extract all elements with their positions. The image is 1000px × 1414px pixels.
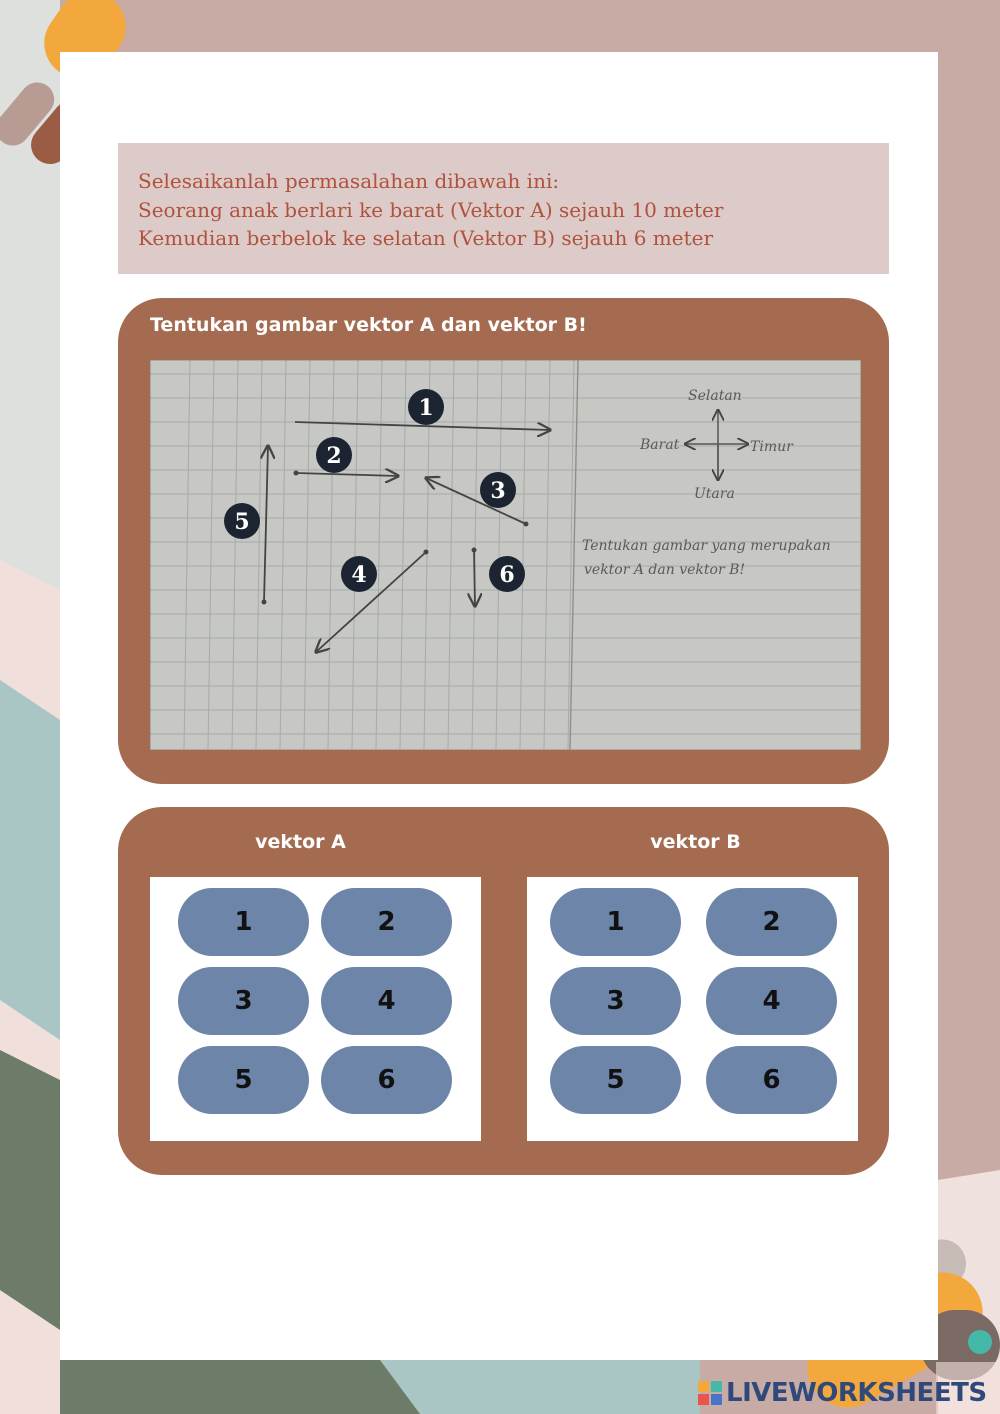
vektor-a-option-3[interactable]: 3 bbox=[178, 967, 309, 1035]
answer-panel bbox=[118, 807, 889, 1175]
vektor-b-option-2[interactable]: 2 bbox=[706, 888, 837, 956]
question-panel bbox=[118, 298, 889, 784]
liveworksheets-logo-text: LIVEWORKSHEETS bbox=[726, 1378, 987, 1408]
instruction-box bbox=[118, 143, 889, 274]
liveworksheets-logo[interactable] bbox=[698, 1378, 987, 1408]
compass-west-label: Barat bbox=[640, 437, 680, 453]
vektor-a-choices bbox=[150, 877, 481, 1141]
vector-sketch-photo bbox=[150, 360, 861, 750]
marker-3: 3 bbox=[490, 478, 506, 504]
compass-east-label: Timur bbox=[750, 439, 793, 455]
marker-6: 6 bbox=[499, 562, 515, 588]
vektor-b-title: vektor B bbox=[650, 831, 741, 853]
sketch-note-line-1: Tentukan gambar yang merupakan bbox=[582, 538, 831, 554]
vektor-b-option-4[interactable]: 4 bbox=[706, 967, 837, 1035]
vector-6-arrow bbox=[474, 550, 475, 606]
question-title: Tentukan gambar vektor A dan vektor B! bbox=[150, 314, 587, 336]
compass-south-label: Utara bbox=[694, 486, 735, 502]
liveworksheets-logo-icon bbox=[698, 1381, 722, 1405]
vektor-b-option-3[interactable]: 3 bbox=[550, 967, 681, 1035]
vektor-a-option-5[interactable]: 5 bbox=[178, 1046, 309, 1114]
marker-1: 1 bbox=[418, 395, 434, 421]
compass-north-label: Selatan bbox=[688, 388, 742, 404]
vektor-a-option-4[interactable]: 4 bbox=[321, 967, 452, 1035]
vektor-b-choices bbox=[527, 877, 858, 1141]
instruction-line-1: Selesaikanlah permasalahan dibawah ini: bbox=[138, 169, 560, 193]
marker-2: 2 bbox=[326, 443, 342, 469]
sketch-note-line-2: vektor A dan vektor B! bbox=[584, 562, 745, 578]
vektor-b-option-5[interactable]: 5 bbox=[550, 1046, 681, 1114]
vektor-a-title: vektor A bbox=[255, 831, 346, 853]
vektor-a-option-1[interactable]: 1 bbox=[178, 888, 309, 956]
vektor-a-option-6[interactable]: 6 bbox=[321, 1046, 452, 1114]
vektor-b-option-1[interactable]: 1 bbox=[550, 888, 681, 956]
instruction-line-3: Kemudian berbelok ke selatan (Vektor B) sejauh 6 meter bbox=[138, 226, 714, 250]
instruction-line-2: Seorang anak berlari ke barat (Vektor A) sejauh 10 meter bbox=[138, 197, 724, 222]
vektor-b-option-6[interactable]: 6 bbox=[706, 1046, 837, 1114]
marker-4: 4 bbox=[351, 562, 367, 588]
marker-5: 5 bbox=[234, 509, 250, 535]
vektor-a-option-2[interactable]: 2 bbox=[321, 888, 452, 956]
